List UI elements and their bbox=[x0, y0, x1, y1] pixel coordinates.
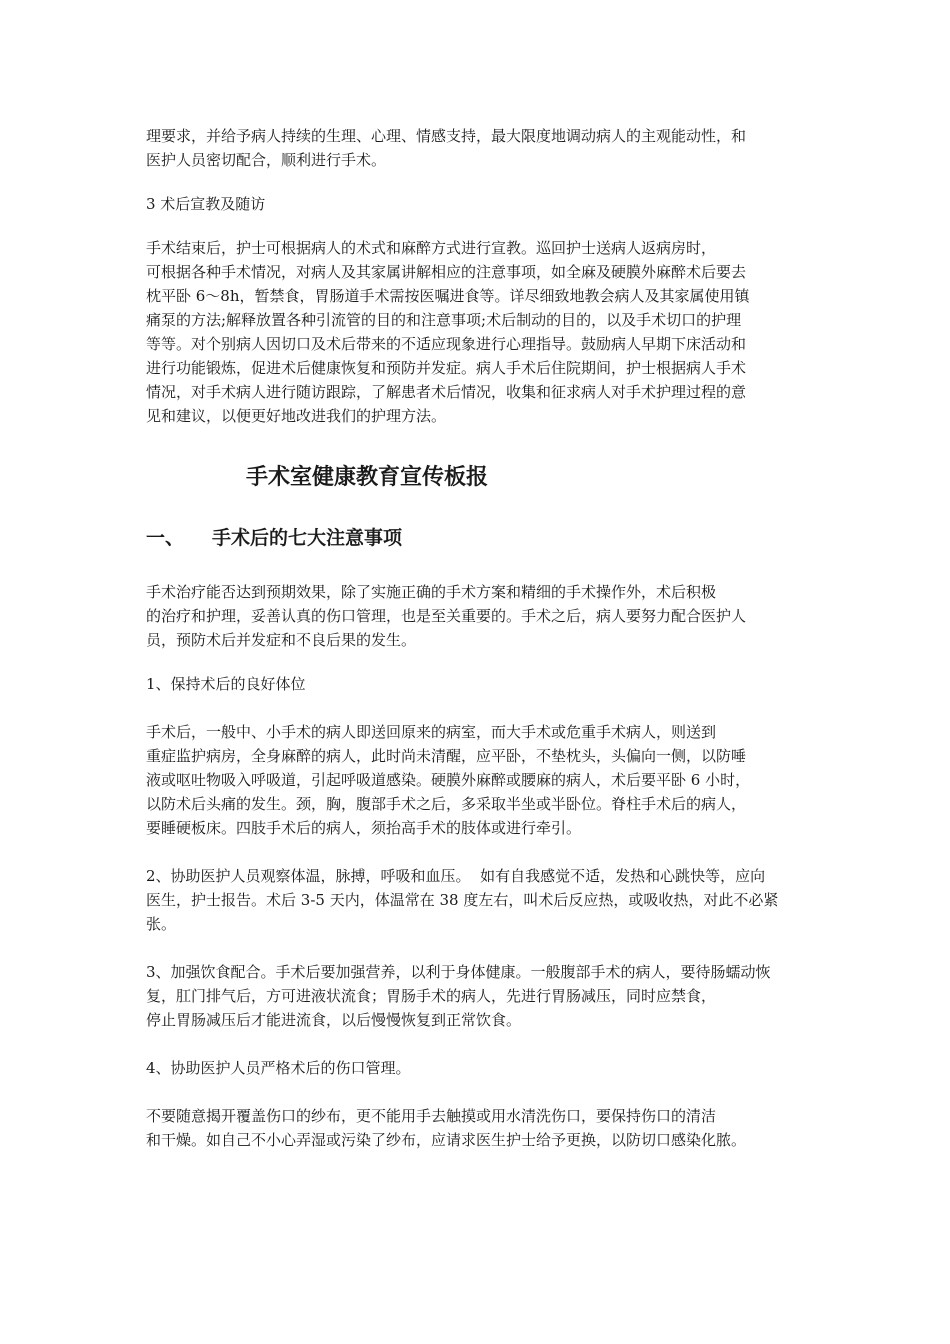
text-line: 要睡硬板床。四肢手术后的病人，须抬高手术的肢体或进行牵引。 bbox=[146, 819, 582, 837]
text-line: 以防术后头痛的发生。颈，胸，腹部手术之后，多采取半坐或半卧位。脊柱手术后的病人， bbox=[146, 795, 747, 813]
text-line: 医生，护士报告。术后 3-5 天内，体温常在 38 度左右，叫术后反应热，或吸收热，对此不必紧 bbox=[146, 891, 779, 909]
text-line: 3、加强饮食配合。手术后要加强营养，以利于身体健康。一般腹部手术的病人，要待肠蠕动恢 bbox=[146, 963, 771, 981]
text-line: 重症监护病房，全身麻醉的病人，此时尚未清醒，应平卧，不垫枕头，头偏向一侧，以防唾 bbox=[146, 747, 747, 765]
item4-paragraph bbox=[146, 1104, 810, 1152]
text-line: 手术后，一般中、小手术的病人即送回原来的病室，而大手术或危重手术病人，则送到 bbox=[146, 723, 717, 741]
part1-intro-paragraph bbox=[146, 580, 810, 652]
text-line: 可根据各种手术情况，对病人及其家属讲解相应的注意事项，如全麻及硬膜外麻醉术后要去 bbox=[146, 263, 747, 281]
part1-number: 一、 bbox=[146, 527, 185, 549]
board-title: 手术室健康教育宣传板报 bbox=[246, 465, 489, 490]
item4-heading: 4、协助医护人员严格术后的伤口管理。 bbox=[146, 1059, 411, 1077]
text-line: 员，预防术后并发症和不良后果的发生。 bbox=[146, 631, 417, 649]
text-line: 痛泵的方法;解释放置各种引流管的目的和注意事项;术后制动的目的，以及手术切口的护理 bbox=[146, 311, 742, 329]
section3-heading: 3 术后宣教及随访 bbox=[146, 195, 266, 213]
text-line: 理要求，并给予病人持续的生理、心理、情感支持，最大限度地调动病人的主观能动性，和 bbox=[146, 127, 747, 145]
text-line: 进行功能锻炼，促进术后健康恢复和预防并发症。病人手术后住院期间，护士根据病人手术 bbox=[146, 359, 747, 377]
section3-paragraph bbox=[146, 236, 810, 428]
text-line: 停止胃肠减压后才能进流食，以后慢慢恢复到正常饮食。 bbox=[146, 1011, 522, 1029]
document-page bbox=[146, 124, 810, 1152]
part1-heading bbox=[146, 524, 810, 552]
text-line: 手术治疗能否达到预期效果，除了实施正确的手术方案和精细的手术操作外，术后积极 bbox=[146, 583, 717, 601]
text-line: 液或呕吐物吸入呼吸道，引起呼吸道感染。硬膜外麻醉或腰麻的病人，术后要平卧 6 小时， bbox=[146, 771, 751, 789]
text-line: 不要随意揭开覆盖伤口的纱布，更不能用手去触摸或用水清洗伤口，要保持伤口的清洁 bbox=[146, 1107, 717, 1125]
item2-paragraph bbox=[146, 864, 810, 936]
text-line: 张。 bbox=[146, 915, 177, 933]
item1-heading: 1、保持术后的良好体位 bbox=[146, 675, 306, 693]
text-line: 医护人员密切配合，顺利进行手术。 bbox=[146, 151, 387, 169]
item1-paragraph bbox=[146, 720, 810, 840]
text-line: 见和建议，以便更好地改进我们的护理方法。 bbox=[146, 407, 447, 425]
text-line: 和干燥。如自己不小心弄湿或污染了纱布，应请求医生护士给予更换，以防切口感染化脓。 bbox=[146, 1131, 747, 1149]
text-line: 的治疗和护理，妥善认真的伤口管理，也是至关重要的。手术之后，病人要努力配合医护人 bbox=[146, 607, 747, 625]
text-line: 手术结束后，护士可根据病人的术式和麻醉方式进行宣教。巡回护士送病人返病房时， bbox=[146, 239, 717, 257]
part1-title: 手术后的七大注意事项 bbox=[212, 527, 403, 549]
text-line: 情况，对手术病人进行随访跟踪，了解患者术后情况，收集和征求病人对手术护理过程的意 bbox=[146, 383, 747, 401]
text-line: 2、协助医护人员观察体温，脉搏，呼吸和血压。 如有自我感觉不适，发热和心跳快等，应向 bbox=[146, 867, 766, 885]
text-line: 等等。对个别病人因切口及术后带来的不适应现象进行心理指导。鼓励病人早期下床活动和 bbox=[146, 335, 747, 353]
text-line: 复，肛门排气后，方可进液状流食；胃肠手术的病人，先进行胃肠减压，同时应禁食， bbox=[146, 987, 717, 1005]
item3-paragraph bbox=[146, 960, 810, 1032]
text-line: 枕平卧 6～8h，暂禁食，胃肠道手术需按医嘱进食等。详尽细致地教会病人及其家属使用镇 bbox=[146, 287, 750, 305]
intro-continuation-paragraph bbox=[146, 124, 810, 172]
